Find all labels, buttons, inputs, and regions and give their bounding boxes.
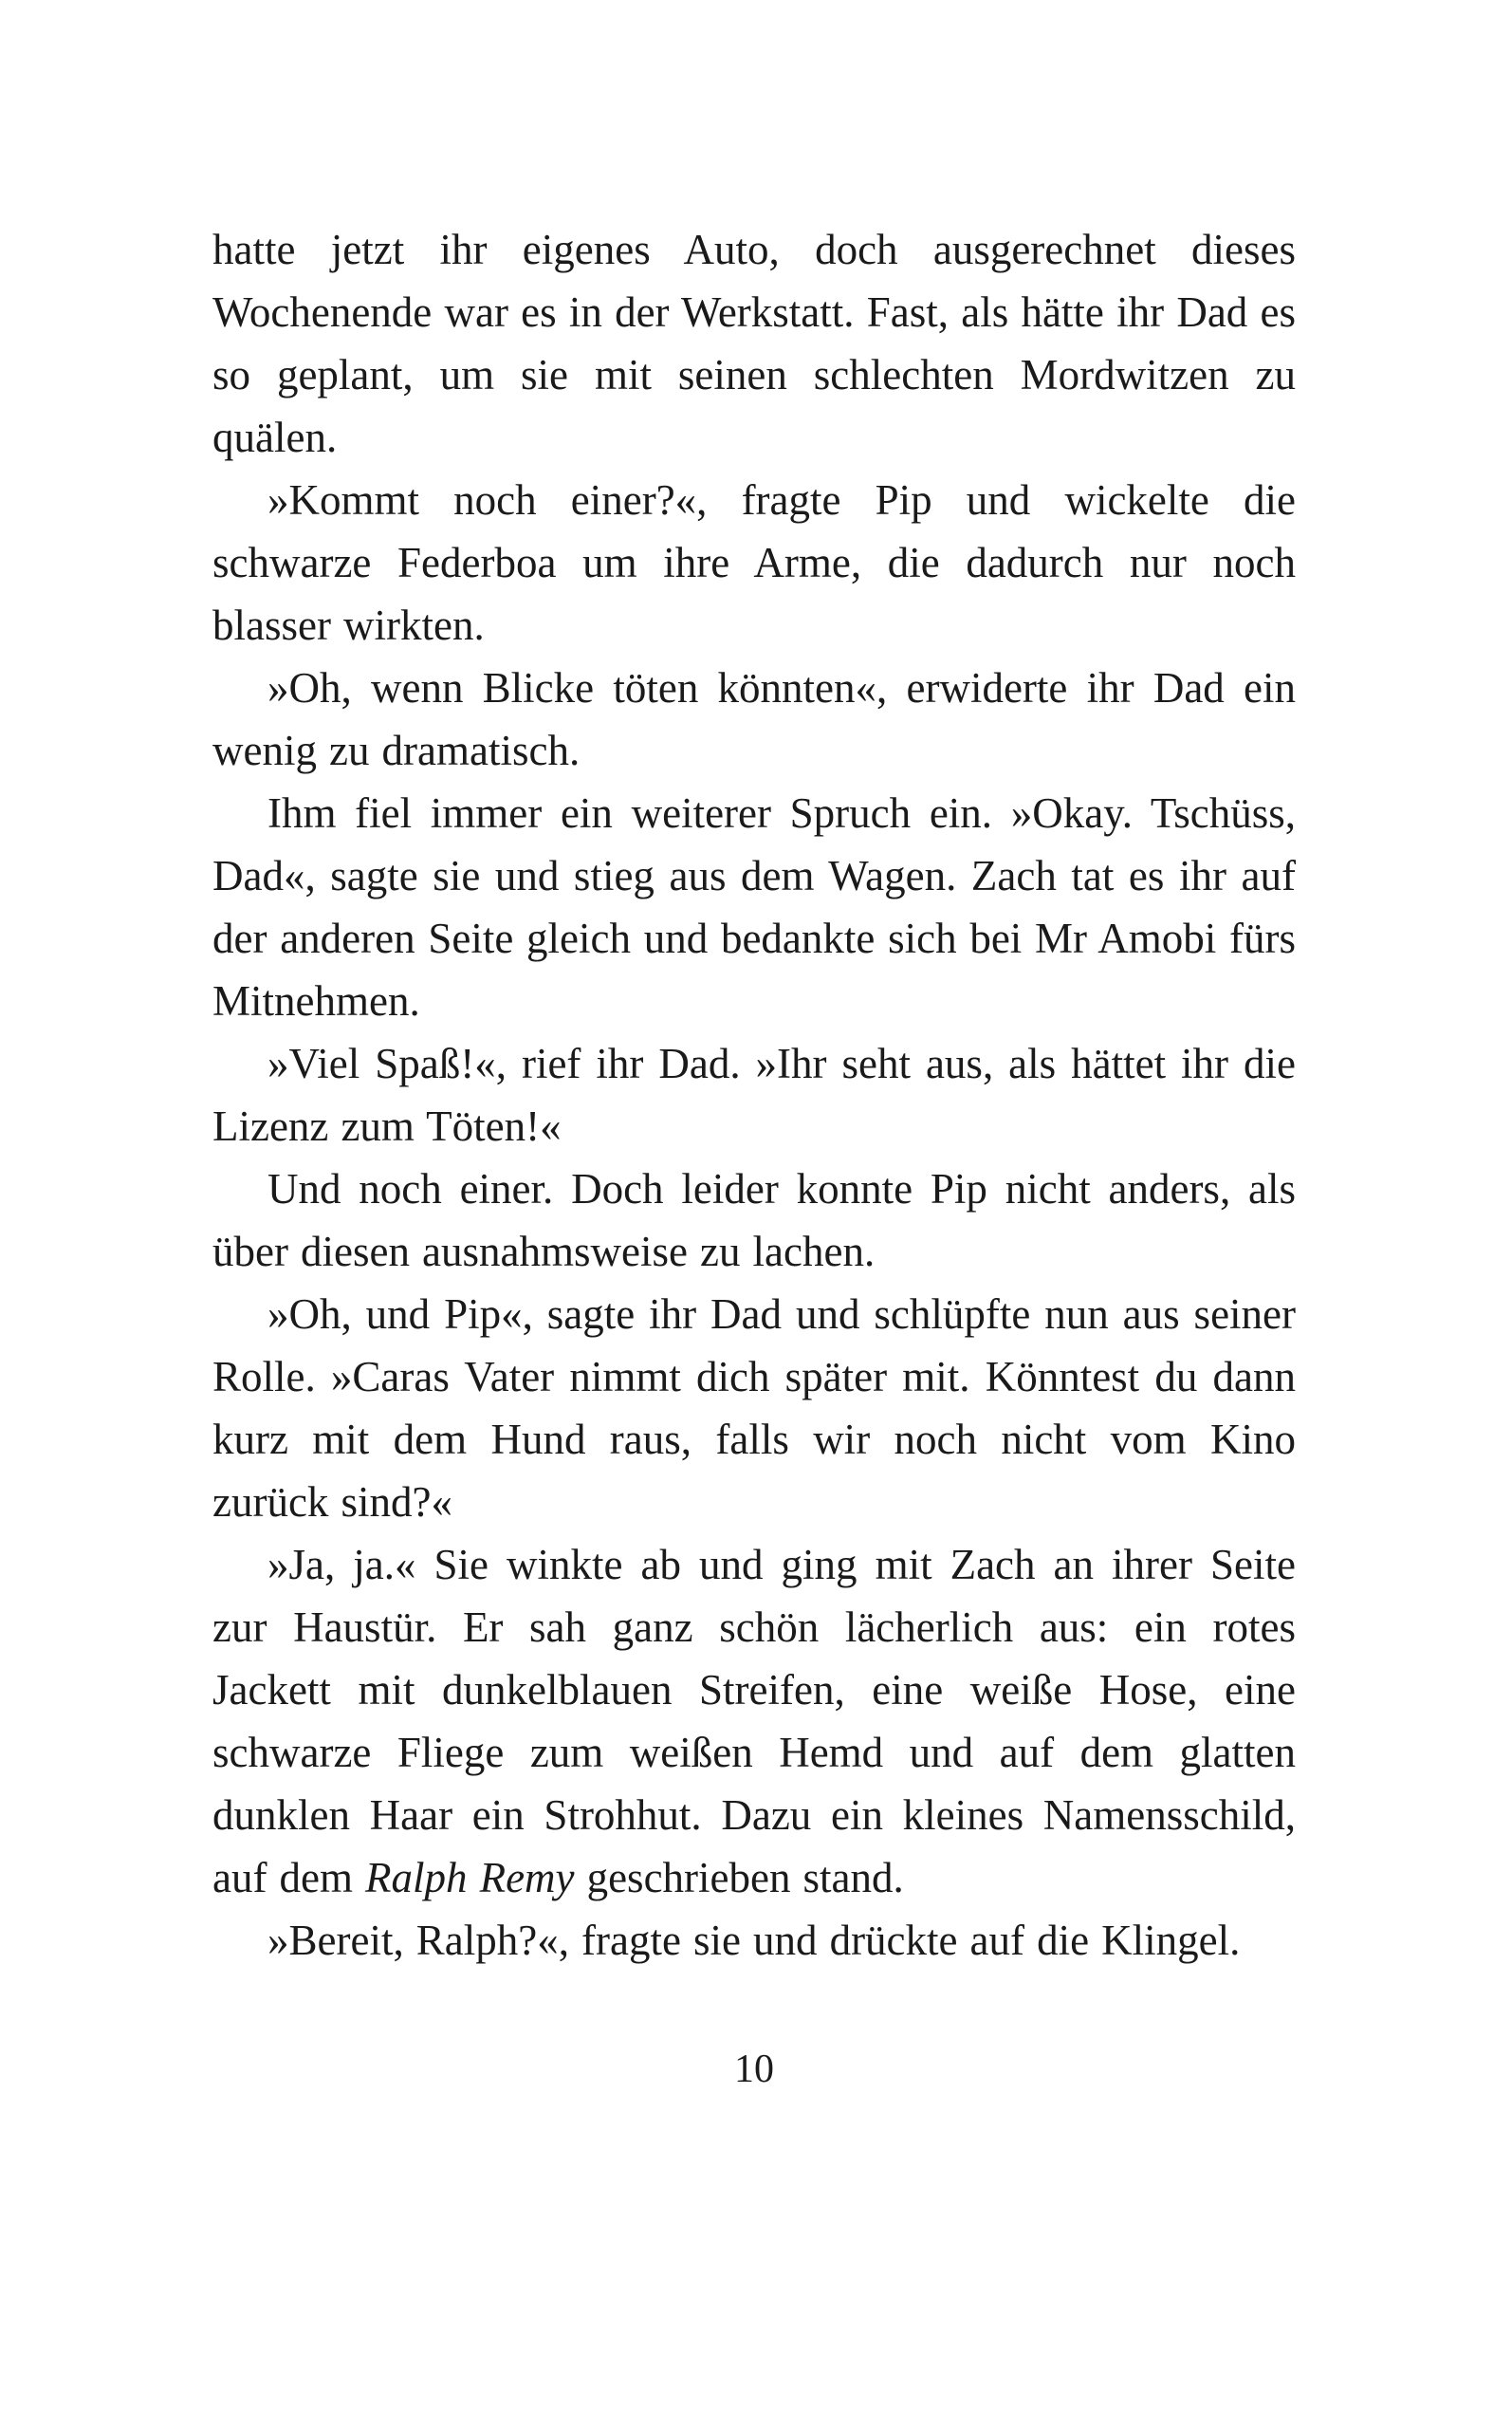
text-run: »Viel Spaß!«, rief ihr Dad. »Ihr seht aus, als hättet ihr die Lizenz zum Töten!«	[212, 1040, 1296, 1150]
paragraph	[212, 218, 1296, 469]
text-run: »Ja, ja.« Sie winkte ab und ging mit Zach an ihrer Seite zur Haustür. Er sah ganz schön lächerlich aus: ein rotes Jackett mit dunkelblauen Streifen, eine weiße Hose, eine schwarze Fliege zum weißen Hemd und auf dem glatten dunklen Haar ein Strohhut. Dazu ein kleines Namensschild, auf dem	[212, 1541, 1296, 1901]
page-number: 10	[734, 2048, 774, 2091]
paragraph	[212, 1909, 1296, 1972]
text-run: Und noch einer. Doch leider konnte Pip nicht anders, als über diesen ausnahmsweise zu lachen.	[212, 1165, 1296, 1275]
text-run: »Oh, und Pip«, sagte ihr Dad und schlüpfte nun aus seiner Rolle. »Caras Vater nimmt dich später mit. Könntest du dann kurz mit dem Hund raus, falls wir noch nicht vom Kino zurück sind?«	[212, 1290, 1296, 1526]
text-run: »Bereit, Ralph?«, fragte sie und drückte auf die Klingel.	[267, 1917, 1241, 1964]
paragraph	[212, 1158, 1296, 1283]
paragraph	[212, 1533, 1296, 1909]
text-run: Ihm fiel immer ein weiterer Spruch ein. »Okay. Tschüss, Dad«, sagte sie und stieg aus dem Wagen. Zach tat es ihr auf der anderen Seite gleich und bedankte sich bei Mr Amobi fürs Mitnehmen.	[212, 789, 1296, 1025]
text-run: »Oh, wenn Blicke töten könnten«, erwiderte ihr Dad ein wenig zu dramatisch.	[212, 664, 1296, 774]
text-run: hatte jetzt ihr eigenes Auto, doch ausgerechnet dieses Wochenende war es in der Werkstatt. Fast, als hätte ihr Dad es so geplant, um sie mit seinen schlechten Mordwitzen zu quälen.	[212, 226, 1296, 461]
paragraph	[212, 469, 1296, 657]
paragraph	[212, 782, 1296, 1032]
paragraph	[212, 1283, 1296, 1533]
text-run: geschrieben stand.	[574, 1854, 904, 1901]
paragraph	[212, 657, 1296, 782]
page-text	[212, 218, 1296, 1972]
text-run: »Kommt noch einer?«, fragte Pip und wickelte die schwarze Federboa um ihre Arme, die dadurch nur noch blasser wirkten.	[212, 476, 1296, 649]
italic-text-run: Ralph Remy	[365, 1854, 575, 1901]
paragraph	[212, 1032, 1296, 1158]
